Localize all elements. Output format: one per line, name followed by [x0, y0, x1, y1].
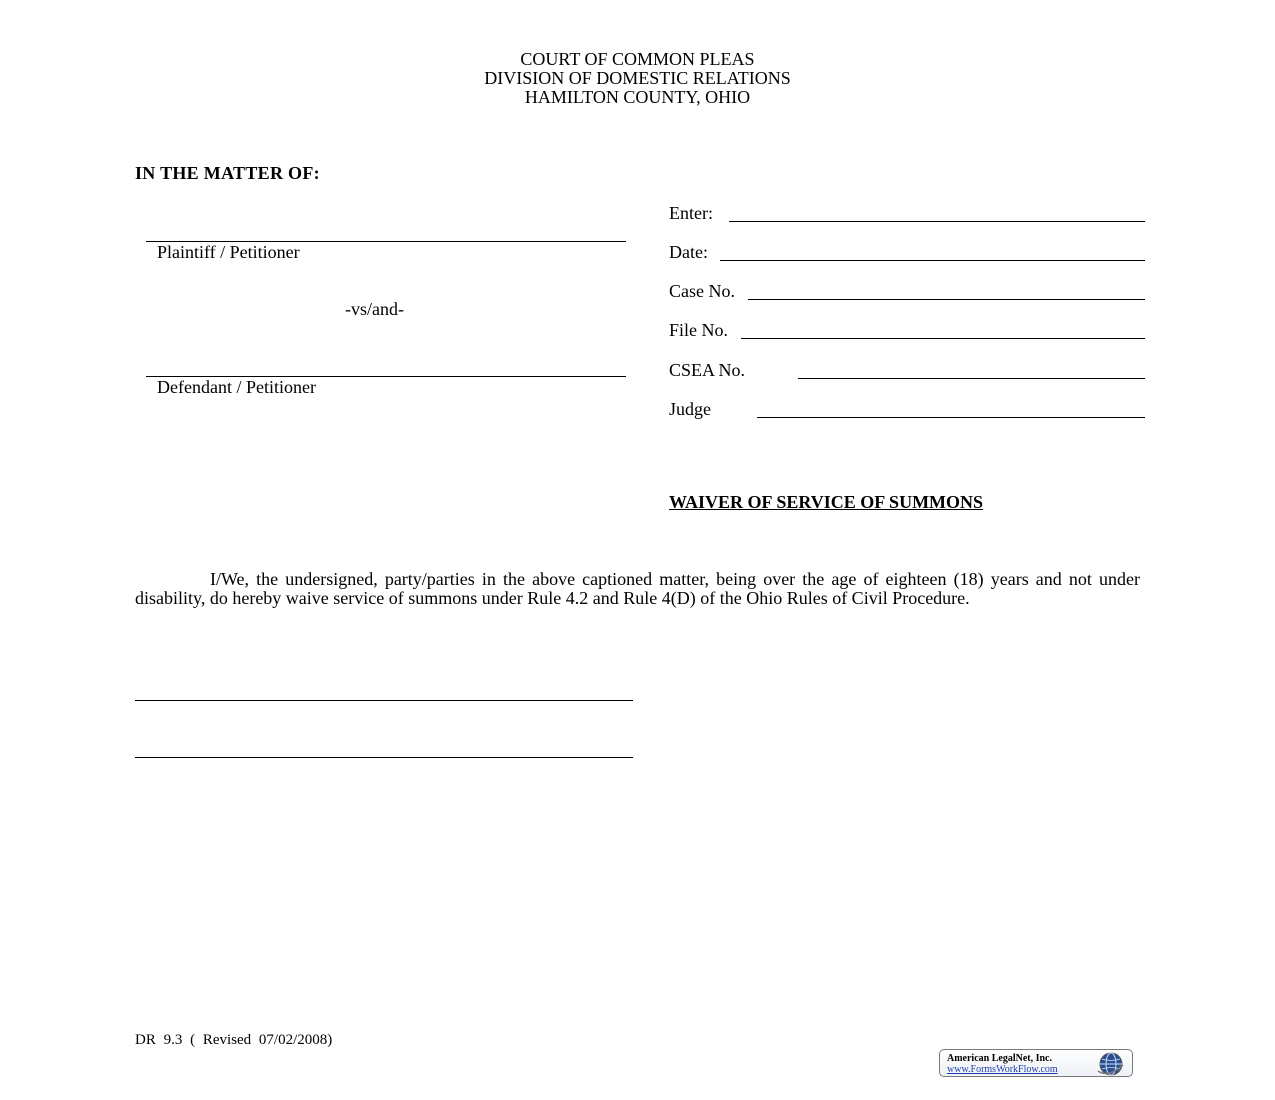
- versus-label: -vs/and-: [345, 299, 404, 319]
- csea-no-field: [669, 357, 1145, 381]
- case-no-field: [669, 278, 1145, 302]
- date-label: Date:: [669, 242, 708, 262]
- enter-label: Enter:: [669, 203, 713, 223]
- csea-no-label: CSEA No.: [669, 360, 746, 380]
- document-title: WAIVER OF SERVICE OF SUMMONS: [669, 492, 984, 512]
- csea-no-input-line[interactable]: [798, 378, 1145, 379]
- judge-field: [669, 396, 1145, 420]
- publisher-url[interactable]: www.FormsWorkFlow.com: [947, 1064, 1058, 1075]
- case-no-input-line[interactable]: [748, 299, 1145, 300]
- globe-icon: [1096, 1051, 1124, 1077]
- court-division: DIVISION OF DOMESTIC RELATIONS: [484, 68, 791, 88]
- judge-input-line[interactable]: [757, 417, 1145, 418]
- file-no-label: File No.: [669, 320, 729, 340]
- waiver-statement: I/We, the undersigned, party/parties in the above captioned matter, being over the age of eighteen (18) years and not under disability, do hereby waive service of summons under Rule 4.2 and Rule 4(D) of the Ohio Rules of Civil Procedure.: [135, 569, 1140, 608]
- signature-line-1[interactable]: [135, 700, 633, 701]
- date-input-line[interactable]: [720, 260, 1145, 261]
- publisher-badge[interactable]: [939, 1049, 1133, 1077]
- judge-label: Judge: [669, 399, 711, 419]
- court-header: [0, 50, 1275, 107]
- signature-line-2[interactable]: [135, 757, 633, 758]
- file-no-field: [669, 317, 1145, 341]
- matter-of-heading: IN THE MATTER OF:: [135, 163, 320, 183]
- file-no-input-line[interactable]: [741, 338, 1145, 339]
- plaintiff-label: Plaintiff / Petitioner: [157, 242, 300, 262]
- date-field: [669, 239, 1145, 263]
- court-name: COURT OF COMMON PLEAS: [520, 49, 755, 69]
- defendant-label: Defendant / Petitioner: [157, 377, 316, 397]
- enter-field: [669, 200, 1145, 224]
- court-county: HAMILTON COUNTY, OHIO: [524, 87, 751, 107]
- case-no-label: Case No.: [669, 281, 735, 301]
- form-id: DR 9.3 ( Revised 07/02/2008): [135, 1032, 333, 1048]
- publisher-name: American LegalNet, Inc.: [947, 1053, 1052, 1064]
- enter-input-line[interactable]: [729, 221, 1145, 222]
